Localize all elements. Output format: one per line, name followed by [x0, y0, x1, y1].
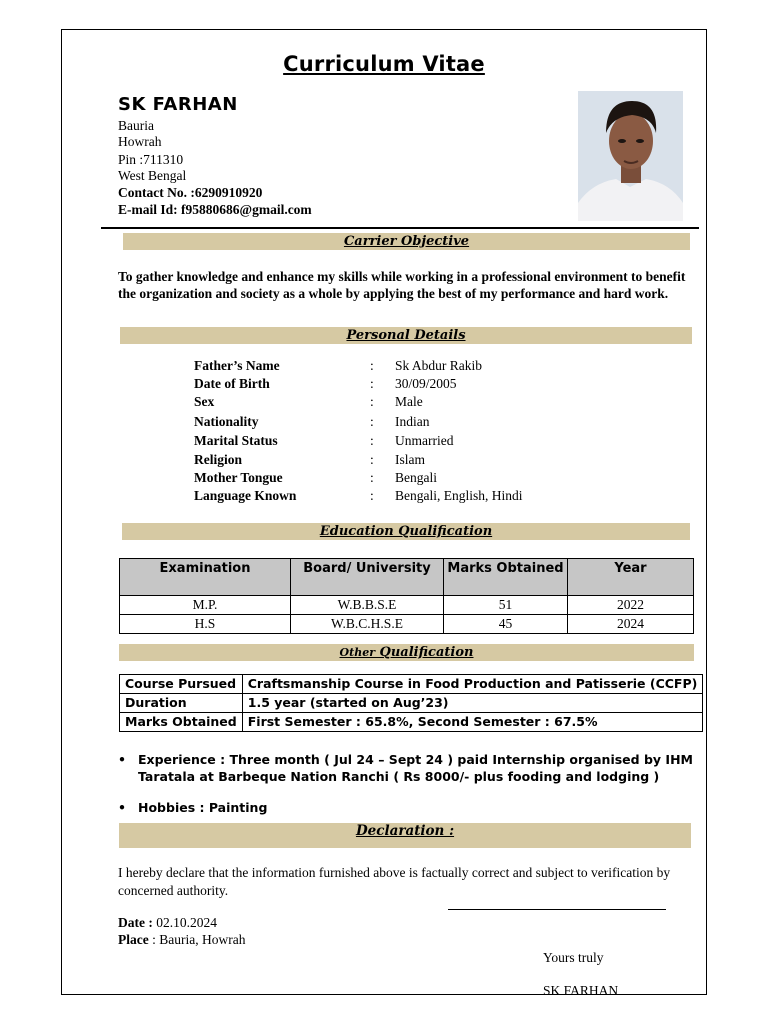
- education-cell: 2022: [568, 596, 694, 615]
- address-line-1: Bauria: [118, 118, 154, 133]
- personal-colon: :: [370, 358, 374, 373]
- profile-photo: [578, 91, 683, 221]
- contact-label: Contact No. :: [118, 185, 195, 200]
- personal-label: Father’s Name: [194, 358, 280, 373]
- hobbies-text: Hobbies : Painting: [138, 800, 268, 815]
- education-cell: M.P.: [120, 596, 291, 615]
- place-value: : Bauria, Howrah: [148, 932, 246, 947]
- objective-text: To gather knowledge and enhance my skills while working in a professional environment to benefit the organization and society as a whole by applying the best of my performance and hard work.: [118, 269, 686, 301]
- personal-colon: :: [370, 376, 374, 391]
- section-education-title: Education Qualification: [319, 524, 493, 539]
- bullet-icon: •: [118, 800, 126, 815]
- section-declaration: [119, 823, 691, 848]
- education-header-row: [120, 559, 694, 596]
- personal-label: Religion: [194, 452, 243, 467]
- personal-colon: :: [370, 452, 374, 467]
- table-row: [120, 615, 694, 634]
- personal-value: 30/09/2005: [395, 376, 457, 391]
- personal-colon: :: [370, 394, 374, 409]
- personal-label: Mother Tongue: [194, 470, 283, 485]
- personal-label: Nationality: [194, 414, 259, 429]
- oq-value: Craftsmanship Course in Food Production and Patisserie (CCFP): [242, 675, 703, 694]
- document-title: Curriculum Vitae: [283, 52, 485, 76]
- bullet-experience: [118, 751, 694, 787]
- personal-colon: :: [370, 414, 374, 429]
- signature-line: [448, 909, 666, 910]
- personal-colon: :: [370, 488, 374, 503]
- place-line: [118, 932, 245, 949]
- education-header-examination: Examination: [120, 559, 291, 596]
- personal-label: Marital Status: [194, 433, 278, 448]
- cv-page: [61, 29, 707, 998]
- personal-colon: :: [370, 470, 374, 485]
- table-row: [120, 694, 703, 713]
- address-line-2: Howrah: [118, 134, 162, 149]
- education-cell: H.S: [120, 615, 291, 634]
- other-qualification-table: [119, 674, 703, 732]
- education-header-year: Year: [568, 559, 694, 596]
- personal-value: Male: [395, 394, 423, 409]
- place-label: Place: [118, 932, 149, 947]
- section-career-objective-title: Carrier Objective: [343, 234, 470, 249]
- education-cell: 2024: [568, 615, 694, 634]
- closing-text: Yours truly: [543, 950, 604, 965]
- oq-value: 1.5 year (started on Aug’23): [242, 694, 703, 713]
- bullet-icon: •: [118, 752, 126, 767]
- personal-colon: :: [370, 433, 374, 448]
- education-cell: W.B.C.H.S.E: [291, 615, 444, 634]
- oq-label: Course Pursued: [120, 675, 243, 694]
- education-cell: 45: [444, 615, 568, 634]
- personal-label: Language Known: [194, 488, 297, 503]
- oq-value: First Semester : 65.8%, Second Semester : 67.5%: [242, 713, 703, 732]
- bullet-hobbies: [118, 799, 694, 817]
- section-career-objective: [123, 233, 690, 250]
- other-prefix: Other: [339, 646, 375, 659]
- personal-value: Unmarried: [395, 433, 454, 448]
- education-cell: 51: [444, 596, 568, 615]
- personal-value: Islam: [395, 452, 425, 467]
- education-cell: W.B.B.S.E: [291, 596, 444, 615]
- education-table: [119, 558, 694, 634]
- section-declaration-title: Declaration :: [355, 823, 455, 839]
- date-label: Date :: [118, 915, 153, 930]
- candidate-name: SK FARHAN: [118, 94, 238, 115]
- personal-label: Sex: [194, 394, 215, 409]
- date-value: 02.10.2024: [152, 915, 217, 930]
- section-personal-details-title: Personal Details: [346, 328, 466, 343]
- section-education: [122, 523, 690, 540]
- education-header-board: Board/ University: [291, 559, 444, 596]
- section-personal-details: [120, 327, 692, 344]
- contact-number: [118, 185, 262, 202]
- person-photo-icon: [578, 91, 683, 221]
- table-row: [120, 596, 694, 615]
- table-row: [120, 675, 703, 694]
- other-suffix: Qualification: [375, 645, 474, 660]
- header-divider: [101, 227, 699, 229]
- personal-value: Sk Abdur Rakib: [395, 358, 483, 373]
- oq-label: Duration: [120, 694, 243, 713]
- email: [118, 202, 312, 219]
- section-other-qualification-title: [340, 645, 474, 660]
- table-row: [120, 713, 703, 732]
- personal-label: Date of Birth: [194, 376, 270, 391]
- oq-label: Marks Obtained: [120, 713, 243, 732]
- email-value: f95880686@gmail.com: [181, 202, 312, 217]
- address-line-3: Pin :711310: [118, 152, 184, 167]
- education-header-marks: Marks Obtained: [444, 559, 568, 596]
- personal-value: Bengali: [395, 470, 437, 485]
- signature-name: SK FARHAN: [543, 983, 619, 998]
- email-label: E-mail Id:: [118, 202, 182, 217]
- date-line: [118, 915, 217, 932]
- address-line-4: West Bengal: [118, 168, 187, 183]
- personal-value: Indian: [395, 414, 430, 429]
- experience-text: Experience : Three month ( Jul 24 – Sept 24 ) paid Internship organised by IHM Taratala at Barbeque Nation Ranchi ( Rs 8000/- plus fooding and lodging ): [138, 752, 693, 784]
- section-other-qualification: [119, 644, 694, 661]
- contact-value: 6290910920: [194, 185, 263, 200]
- personal-value: Bengali, English, Hindi: [395, 488, 523, 503]
- declaration-text: I hereby declare that the information furnished above is factually correct and subject to verification by concerned authority.: [118, 865, 671, 898]
